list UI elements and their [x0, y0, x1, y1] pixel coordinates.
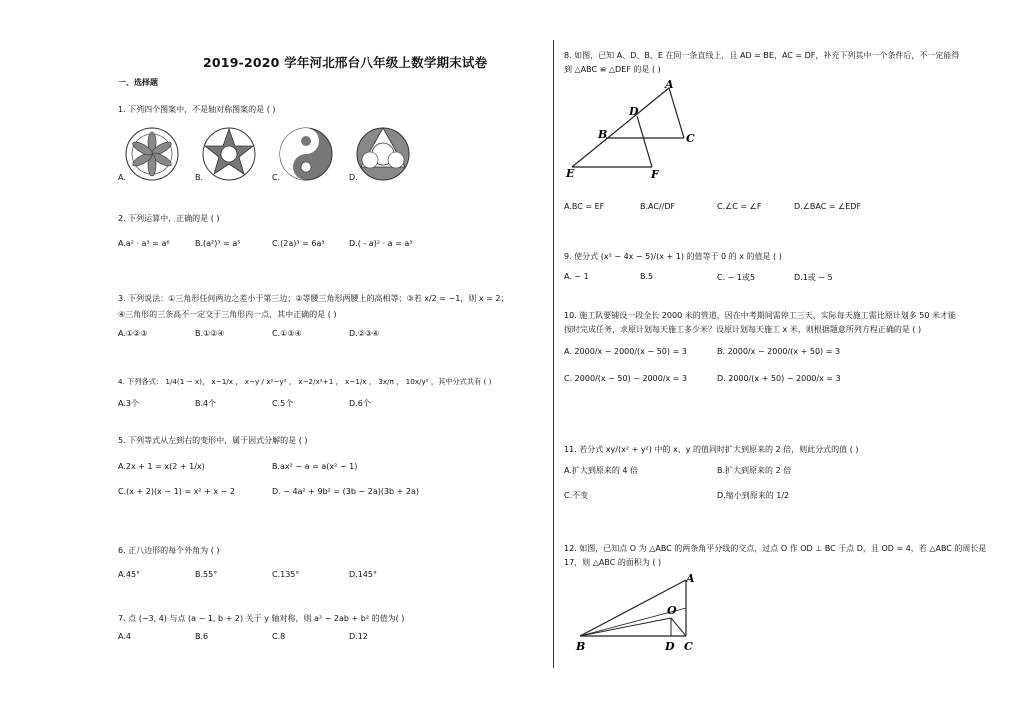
q12-label-b: B [576, 640, 586, 653]
q9-option-a[interactable]: A. − 1 [564, 272, 589, 281]
q12-label-a: A [686, 572, 695, 585]
q2-option-d[interactable]: D.( - a)² · a = a³ [349, 239, 413, 248]
q10-option-c[interactable]: C. 2000/(x − 50) − 2000/x = 3 [564, 374, 688, 383]
q8-option-b[interactable]: B.AC//DF [640, 202, 676, 211]
question-5-stem: 5. 下列等式从左到右的变形中，属于因式分解的是 ( ) [118, 436, 308, 445]
q1-option-c[interactable]: C. [272, 173, 281, 182]
q4-option-c[interactable]: C.5个 [272, 399, 294, 408]
q5-option-a[interactable]: A.2x + 1 = x(2 + 1/x) [118, 462, 205, 471]
q3-option-b[interactable]: B.①②④ [195, 329, 225, 338]
q1-figure-d [357, 128, 409, 180]
q11-option-b[interactable]: B.扩大到原来的 2 倍 [717, 466, 792, 475]
q8-figure [562, 76, 702, 186]
q11-option-a[interactable]: A.扩大到原来的 4 倍 [564, 466, 639, 475]
q7-option-b[interactable]: B.6 [195, 632, 209, 641]
section-heading: 一、选择题 [118, 78, 158, 87]
q1-figure-c [280, 128, 332, 180]
q12-figure [570, 570, 710, 654]
page-title: 2019-2020 学年河北邢台八年级上数学期末试卷 [203, 55, 488, 70]
question-10-line1: 10. 施工队要铺设一段全长 2000 米的管道，因在中考期间需停工三天，实际每天施工需比原计划多 50 米才能 [564, 311, 956, 320]
q10-option-d[interactable]: D. 2000/(x + 50) − 2000/x = 3 [717, 374, 841, 383]
q12-label-o: O [667, 604, 677, 617]
question-7-stem: 7. 点 (−3, 4) 与点 (a − 1, b + 2) 关于 y 轴对称，则 a² − 2ab + b² 的值为( ) [118, 614, 405, 623]
q3-option-c[interactable]: C.①③④ [272, 329, 302, 338]
q8-label-e: E [566, 167, 575, 180]
q10-option-b[interactable]: B. 2000/x − 2000/(x + 50) = 3 [717, 347, 841, 356]
q8-label-b: B [598, 128, 608, 141]
q7-option-a[interactable]: A.4 [118, 632, 131, 641]
q12-label-d: D [665, 640, 675, 653]
q4-option-b[interactable]: B.4个 [195, 399, 217, 408]
question-1-stem: 1. 下列四个图案中，不是轴对称图案的是 ( ) [118, 105, 276, 114]
q1-option-a[interactable]: A. [118, 173, 126, 182]
question-3-line2: ④三角形的三条高不一定交于三角形内一点，其中正确的是 ( ) [118, 310, 337, 319]
question-11-stem: 11. 若分式 xy/(x² + y²) 中的 x、y 的值同时扩大到原来的 2 倍，则此分式的值 ( ) [564, 445, 859, 454]
q8-option-c[interactable]: C.∠C = ∠F [717, 202, 762, 211]
question-4-stem: 4. 下列各式： 1/4(1 − x)， x−1/x ， x−y / x²−y² ， x−2/x²+1 ， x−1/x ， 3x/π ， 10x/y² ，其中分式共有 ( ) [118, 377, 492, 386]
q8-label-f: F [651, 168, 659, 181]
q3-option-d[interactable]: D.②③④ [349, 329, 380, 338]
question-10-line2: 按时完成任务，求原计划每天施工多少米？设原计划每天施工 x 米，则根据题意所列方程正确的是 ( ) [564, 325, 922, 334]
q8-label-a: A [665, 78, 674, 91]
q9-option-c[interactable]: C. − 1或5 [717, 273, 756, 282]
question-9-stem: 9. 使分式 (x² − 4x − 5)/(x + 1) 的值等于 0 的 x 的值是 ( ) [564, 252, 782, 261]
q12-label-c: C [684, 640, 693, 653]
q4-option-a[interactable]: A.3个 [118, 399, 139, 408]
question-8-line2: 到 △ABC ≌ △DEF 的是 ( ) [564, 65, 661, 74]
q8-label-c: C [686, 132, 695, 145]
q1-figure-b [203, 128, 255, 180]
q5-option-d[interactable]: D. − 4a² + 9b² = (3b − 2a)(3b + 2a) [272, 487, 420, 496]
q4-option-d[interactable]: D.6个 [349, 399, 371, 408]
question-3-line1: 3. 下列说法：①三角形任何两边之差小于第三边；②等腰三角形两腰上的高相等；③若 x/2 = −1，则 x = 2； [118, 294, 509, 303]
q6-option-b[interactable]: B.55° [195, 570, 218, 579]
q6-option-c[interactable]: C.135° [272, 570, 300, 579]
q6-option-d[interactable]: D.145° [349, 570, 377, 579]
q5-option-b[interactable]: B.ax² − a = a(x² − 1) [272, 462, 358, 471]
q1-figure-a [126, 128, 178, 180]
q5-option-c[interactable]: C.(x + 2)(x − 1) = x² + x − 2 [118, 487, 235, 496]
q7-option-d[interactable]: D.12 [349, 632, 368, 641]
q8-option-d[interactable]: D.∠BAC = ∠EDF [794, 202, 862, 211]
q2-option-c[interactable]: C.(2a)³ = 6a³ [272, 239, 325, 248]
q1-option-b[interactable]: B. [195, 173, 204, 182]
q9-option-b[interactable]: B.5 [640, 272, 654, 281]
q2-option-a[interactable]: A.a² · a³ = a⁶ [118, 239, 170, 248]
q8-option-a[interactable]: A.BC = EF [564, 202, 605, 211]
question-6-stem: 6. 正八边形的每个外角为 ( ) [118, 546, 220, 555]
q1-option-d[interactable]: D. [349, 173, 358, 182]
q7-option-c[interactable]: C.8 [272, 632, 286, 641]
q10-option-a[interactable]: A. 2000/x − 2000/(x − 50) = 3 [564, 347, 687, 356]
question-2-stem: 2. 下列运算中，正确的是 ( ) [118, 214, 220, 223]
question-12-line1: 12. 如图，已知点 O 为 △ABC 的两条角平分线的交点，过点 O 作 OD ⊥ BC 于点 D，且 OD = 4，若 △ABC 的周长是 [564, 544, 987, 553]
q6-option-a[interactable]: A.45° [118, 570, 141, 579]
question-12-line2: 17，则 △ABC 的面积为 ( ) [564, 558, 662, 567]
q11-option-c[interactable]: C.不变 [564, 491, 589, 500]
q11-option-d[interactable]: D.缩小到原来的 1/2 [717, 491, 790, 500]
q3-option-a[interactable]: A.①②③ [118, 329, 148, 338]
q2-option-b[interactable]: B.(a²)³ = a⁵ [195, 239, 241, 248]
q8-label-d: D [629, 105, 639, 118]
column-divider [553, 40, 554, 668]
question-8-line1: 8. 如图，已知 A、D、B、E 在同一条直线上，且 AD = BE，AC = DF，补充下列其中一个条件后，不一定能得 [564, 51, 960, 60]
q1-figures [118, 124, 418, 184]
q9-option-d[interactable]: D.1或 − 5 [794, 273, 833, 282]
